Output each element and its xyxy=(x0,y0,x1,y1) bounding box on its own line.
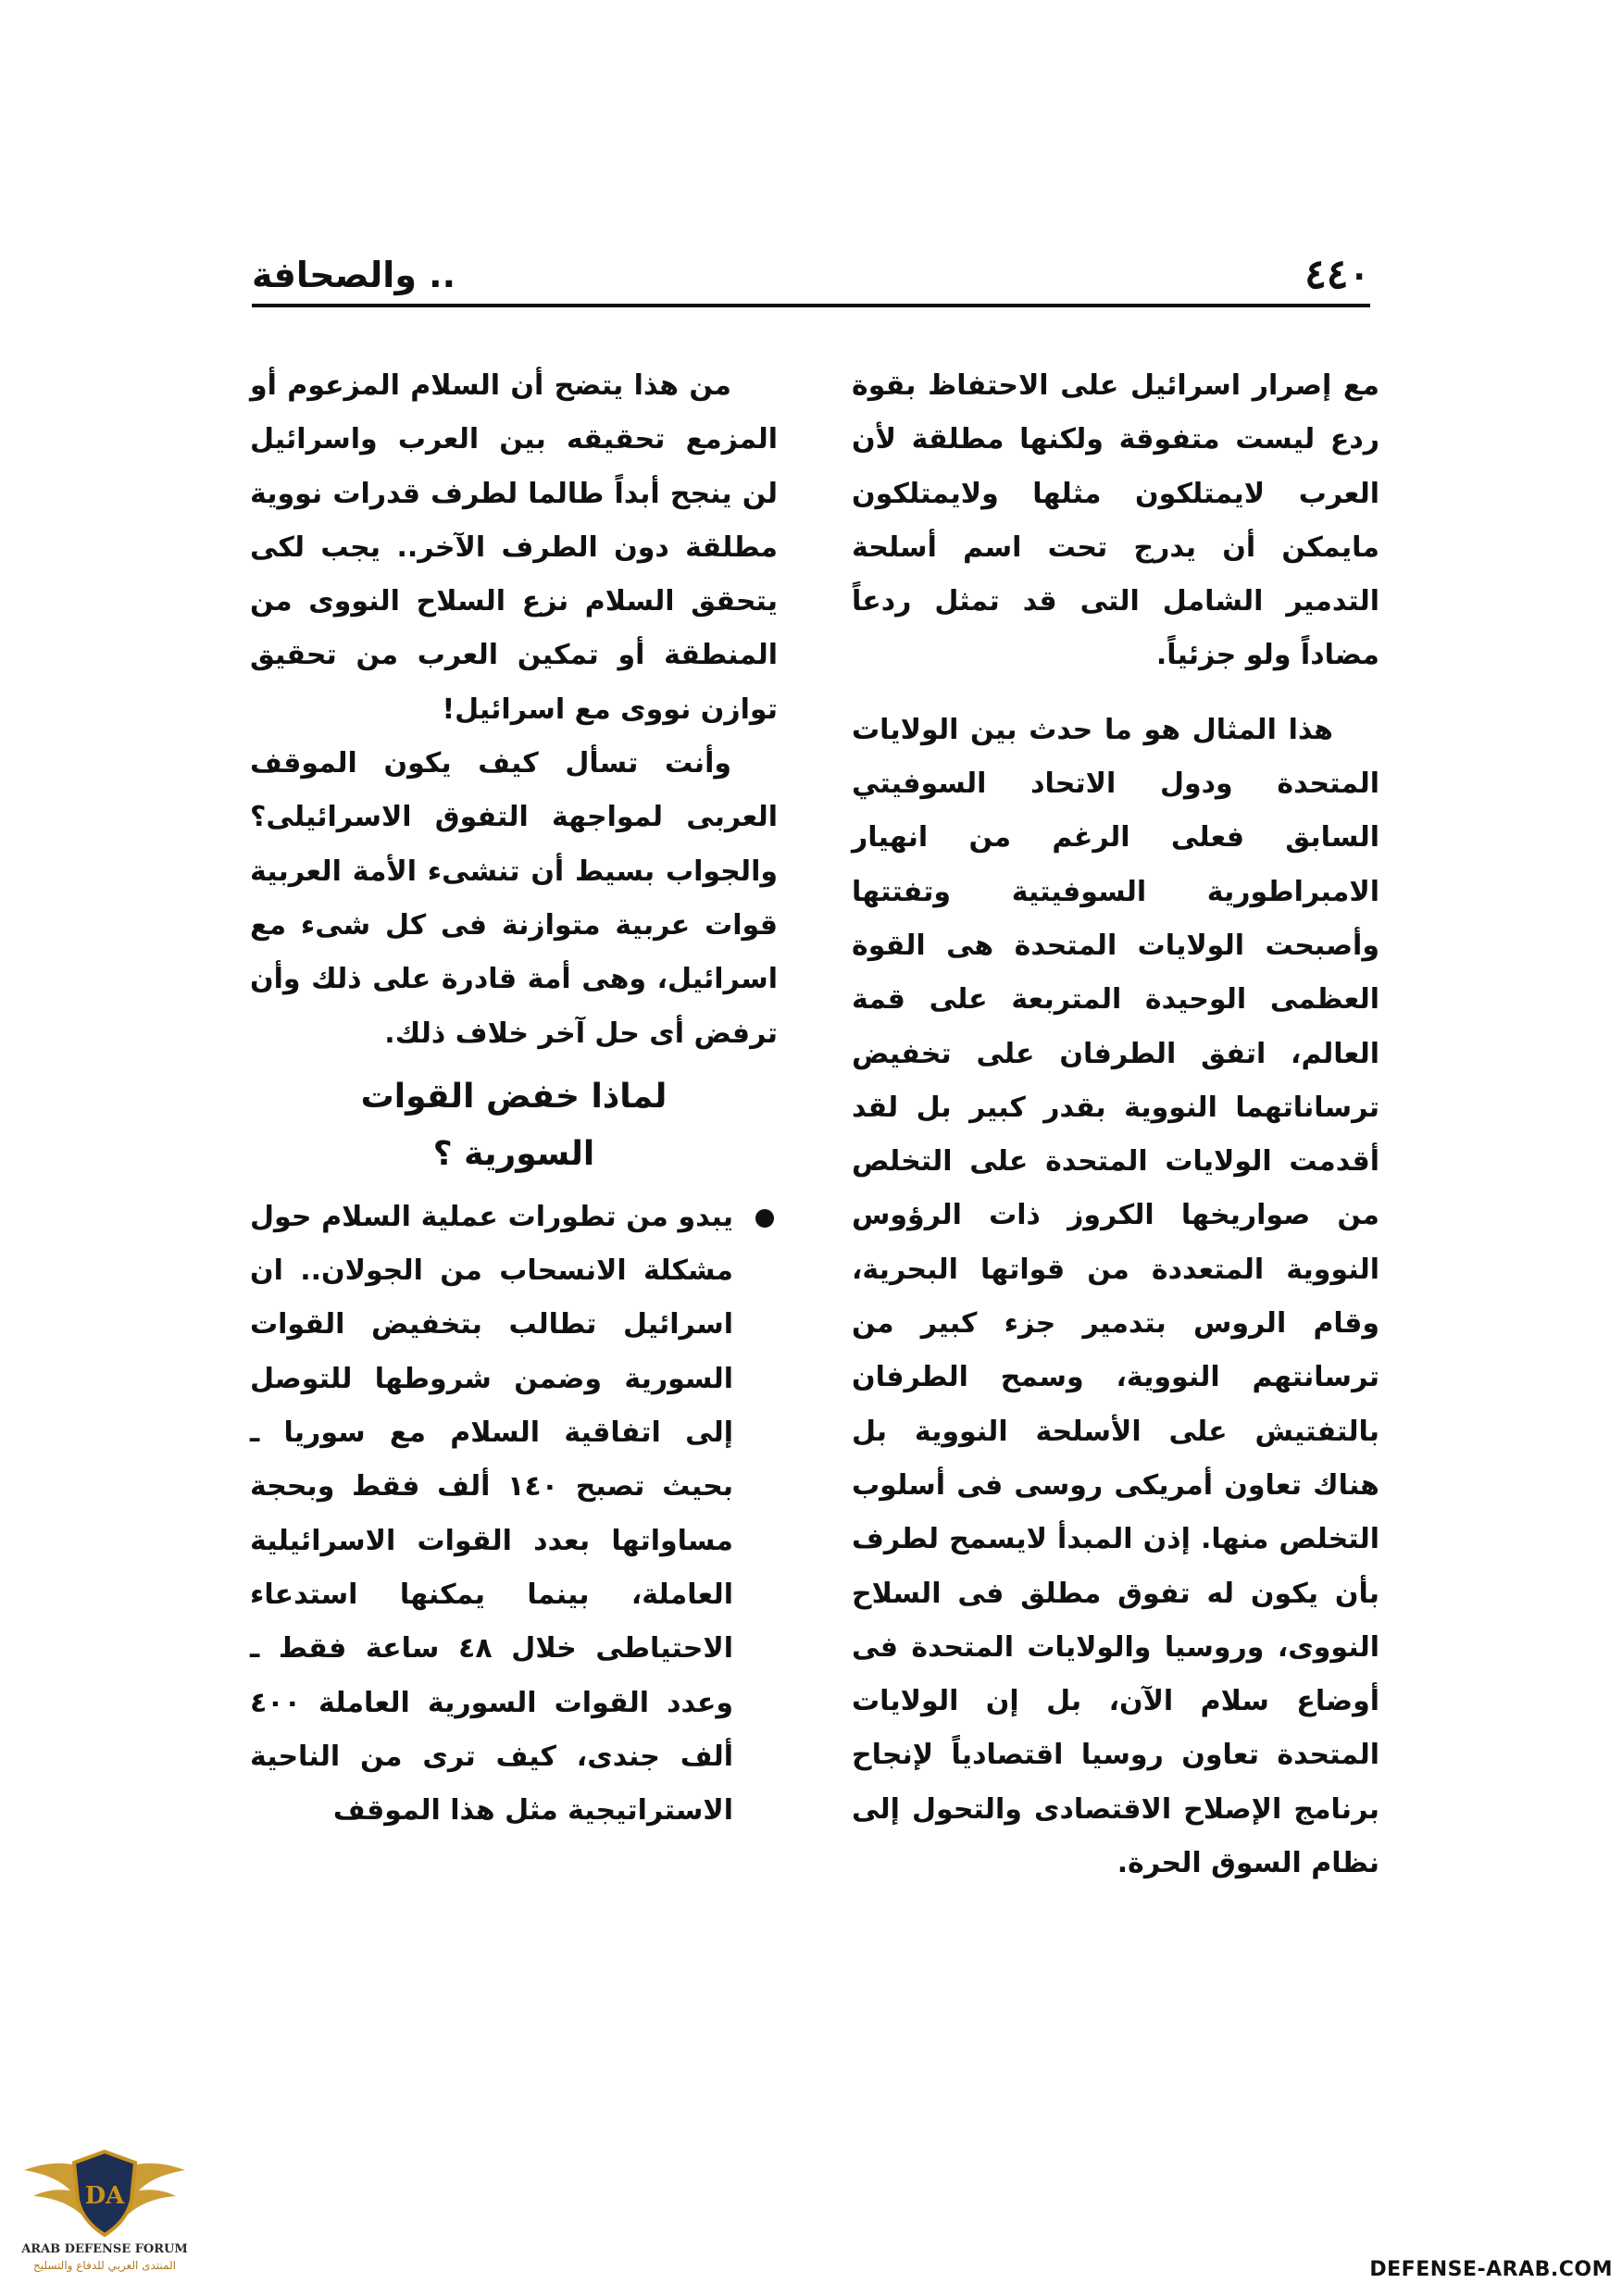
header-rule xyxy=(252,304,1370,307)
section-heading-line: السورية ؟ xyxy=(432,1134,595,1173)
bullet-paragraph xyxy=(250,1191,778,1839)
forum-logo xyxy=(17,2142,193,2281)
page-number: ٤٤٠ xyxy=(1304,251,1370,298)
shield-wings-icon xyxy=(17,2142,193,2242)
body-paragraph: من هذا يتضح أن السلام المزعوم أو المزمع تحقيقه بين العرب واسرائيل لن ينجح أبداً طالما لطرف قدرات نووية مطلقة دون الطرف الآخر.. يجب لكى يتحقق السلام نزع السلاح النووى من المنطقة أو تمكين العرب من تحقيق توازن نووى مع اسرائيل! xyxy=(250,369,778,726)
bullet-icon xyxy=(755,1209,774,1228)
left-column xyxy=(250,359,778,1838)
logo-monogram: DA xyxy=(84,2182,125,2210)
bullet-text: يبدو من تطورات عملية السلام حول مشكلة الانسحاب من الجولان.. ان اسرائيل تطالب بتخفيض القوات السورية وضمن شروطها للتوصل إلى اتفاقية السلام مع سوريا ـ بحيث تصبح ١٤٠ ألف فقط وبحجة مساواتها بعدد القوات الاسرائيلية العاملة، بينما يمكنها استدعاء الاحتياطى خلال ٤٨ ساعة فقط ـ وعدد القوات السورية العاملة ٤٠٠ ألف جندى، كيف ترى من الناحية الاستراتيجية مثل هذا الموقف xyxy=(250,1200,733,1828)
body-paragraph: وأنت تسأل كيف يكون الموقف العربى لمواجهة التفوق الاسرائيلى؟ والجواب بسيط أن تنشىء الأمة العربية قوات عربية متوازنة فى كل شىء مع اسرائيل، وهى أمة قادرة على ذلك وأن ترفض أى حل آخر خلاف ذلك. xyxy=(250,747,778,1050)
section-heading xyxy=(250,1068,778,1183)
site-url: DEFENSE-ARAB.COM xyxy=(1369,2258,1613,2281)
page-header xyxy=(252,248,1370,302)
body-paragraph: هذا المثال هو ما حدث بين الولايات المتحدة ودول الاتحاد السوفيتي السابق فعلى الرغم من انهيار الامبراطورية السوفيتية وتفتتها وأصبحت الولايات المتحدة هى القوة العظمى الوحيدة المتربعة على قمة العالم، اتفق الطرفان على تخفيض ترساناتهما النووية بقدر كبير بل لقد أقدمت الولايات المتحدة على التخلص من صواريخها الكروز ذات الرؤوس النووية المتعددة من قواتها البحرية، وقام الروس بتدمير جزء كبير من ترسانتهم النووية، وسمح الطرفان بالتفتيش على الأسلحة النووية بل هناك تعاون أمريكى روسى فى أسلوب التخلص منها. إذن المبدأ لايسمح لطرف بأن يكون له تفوق مطلق فى السلاح النووى، وروسيا والولايات المتحدة فى أوضاع سلام الآن، بل إن الولايات المتحدة تعاون روسيا اقتصادياً لإنجاح برنامج الإصلاح الاقتصادى والتحول إلى نظام السوق الحرة. xyxy=(852,713,1379,1880)
body-paragraph: مع إصرار اسرائيل على الاحتفاظ بقوة ردع ليست متفوقة ولكنها مطلقة لأن العرب لايمتلكون مثلها ولايمتلكون مايمكن أن يدرج تحت اسم أسلحة التدمير الشامل التى قد تمثل ردعاً مضاداً ولو جزئياً. xyxy=(852,369,1379,672)
right-column xyxy=(852,359,1379,1890)
logo-text-arabic: المنتدى العربي للدفاع والتسليح xyxy=(33,2259,176,2272)
section-heading-line: لماذا خفض القوات xyxy=(360,1077,668,1116)
running-title: .. والصحافة xyxy=(252,255,456,295)
logo-text-english: ARAB DEFENSE FORUM xyxy=(21,2242,188,2256)
